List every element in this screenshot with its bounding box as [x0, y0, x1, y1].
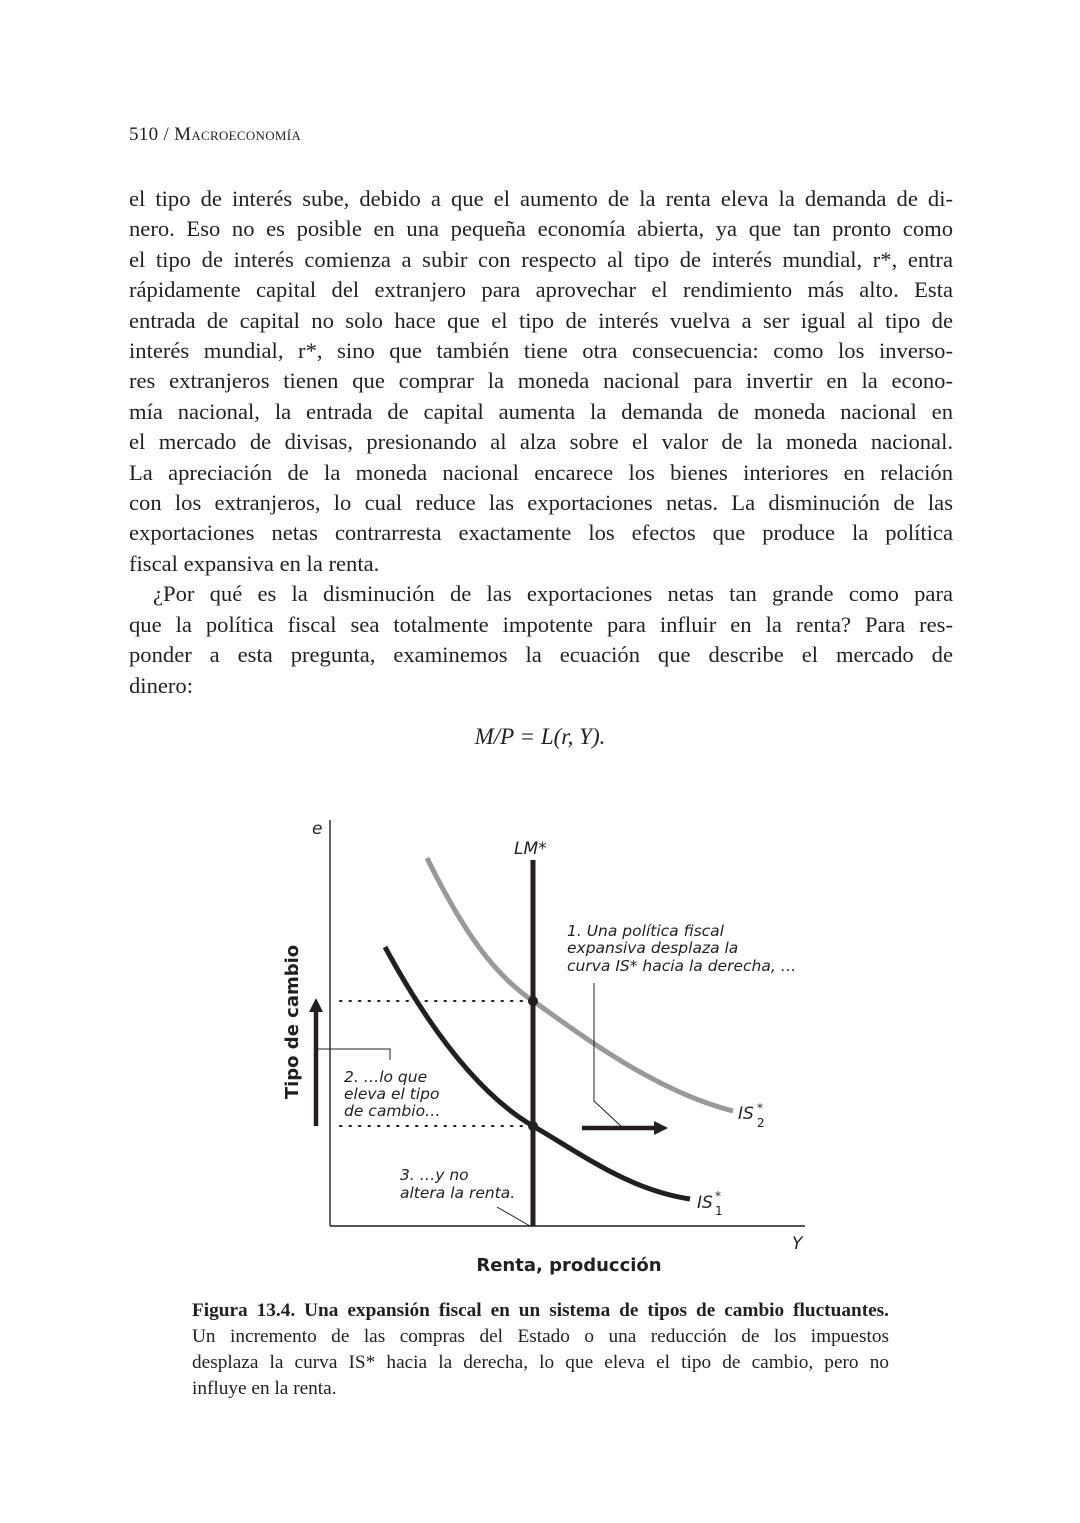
figure-caption: [192, 1298, 889, 1402]
is1-sub: 1: [715, 1204, 723, 1218]
x-axis-symbol: Y: [792, 1234, 803, 1254]
note1-line: curva IS* hacia la derecha, …: [567, 957, 797, 975]
text-line: exportaciones netas contrarresta exactamente los efectos que produce la política: [129, 520, 953, 546]
text-line: el tipo de interés sube, debido a que el aumento de la renta eleva la demanda de di-: [129, 186, 953, 211]
y-axis-symbol: e: [312, 819, 323, 839]
x-axis-label: Renta, producción: [476, 1255, 662, 1276]
final-equilibrium-point: [528, 996, 538, 1006]
note1-line: expansiva desplaza la: [567, 939, 739, 957]
header-separator: /: [163, 124, 170, 145]
is2-sup: *: [757, 1101, 763, 1115]
text-line: res extranjeros tienen que comprar la moneda nacional para invertir en la econo-: [129, 368, 953, 394]
text-line: que la política fiscal sea totalmente impotente para influir en la renta? Para res-: [129, 611, 953, 637]
text-line: con los extranjeros, lo cual reduce las exportaciones netas. La disminución de las: [129, 490, 953, 516]
text-line: La apreciación de la moneda nacional encarece los bienes interiores en relación: [129, 459, 953, 485]
lm-label: LM*: [514, 839, 547, 859]
text-line: entrada de capital no solo hace que el tipo de interés vuelva a ser igual al tipo de: [129, 307, 953, 333]
note-2: [344, 1068, 441, 1120]
note-3: [400, 1166, 515, 1202]
note2-line: eleva el tipo: [344, 1085, 440, 1103]
text-line: fiscal expansiva en la renta.: [129, 550, 380, 576]
money-market-equation: M/P = L(r, Y).: [474, 724, 606, 749]
text-line: rápidamente capital del extranjero para aprovechar el rendimiento más alto. Esta: [129, 277, 953, 303]
text-line: mía nacional, la entrada de capital aumenta la demanda de moneda nacional en: [129, 398, 953, 424]
is2-label: IS: [738, 1104, 754, 1124]
caption-line: Un incremento de las compras del Estado o una reducción de los impuestos: [192, 1326, 889, 1347]
text-line: el tipo de interés comienza a subir con respecto al tipo de interés mundial, r*, entra: [129, 246, 953, 272]
note2-line: de cambio…: [344, 1102, 441, 1120]
text-line: dinero:: [129, 672, 193, 698]
is1-label: IS: [697, 1193, 713, 1213]
caption-title: Figura 13.4. Una expansión fiscal en un sistema de tipos de cambio fluctuantes.: [192, 1300, 889, 1321]
note3-leader: [497, 1207, 530, 1226]
is1-sup: *: [715, 1189, 721, 1203]
note2-leader: [316, 1049, 390, 1060]
note1-line: 1. Una política fiscal: [567, 922, 724, 940]
text-line: ¿Por qué es la disminución de las exportaciones netas tan grande como para: [153, 581, 953, 607]
right-arrow-icon: [654, 1121, 668, 1135]
note2-line: 2. …lo que: [344, 1068, 428, 1086]
y-axis-label: Tipo de cambio: [282, 944, 303, 1100]
text-line: el mercado de divisas, presionando al alza sobre el valor de la moneda nacional.: [129, 429, 953, 455]
note3-line: altera la renta.: [400, 1184, 516, 1202]
page-number: 510: [129, 124, 159, 145]
is2-sub: 2: [757, 1116, 765, 1130]
caption-line: desplaza la curva IS* hacia la derecha, lo que eleva el tipo de cambio, pero no: [192, 1352, 889, 1373]
caption-line: influye en la renta.: [192, 1378, 337, 1399]
text-line: ponder a esta pregunta, examinemos la ecuación que describe el mercado de: [129, 642, 953, 668]
text-line: interés mundial, r*, sino que también tiene otra consecuencia: como los inverso-: [129, 338, 953, 364]
book-title: Macroeconomía: [174, 124, 302, 145]
initial-equilibrium-point: [528, 1121, 538, 1131]
text-line: nero. Eso no es posible en una pequeña economía abierta, ya que tan pronto como: [129, 216, 953, 242]
up-arrow-icon: [309, 998, 323, 1012]
note-1: [567, 922, 796, 975]
note3-line: 3. …y no: [400, 1166, 469, 1184]
